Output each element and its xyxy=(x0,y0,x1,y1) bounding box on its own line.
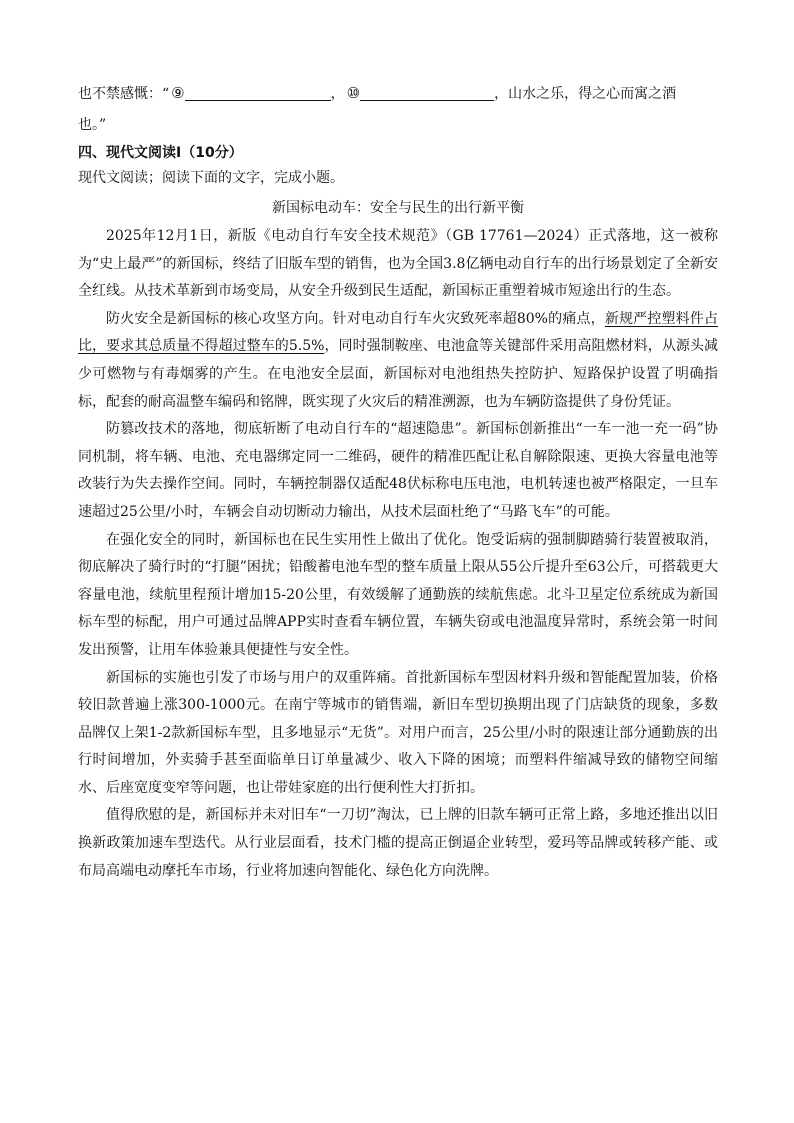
article-paragraph-3: 防篡改技术的落地，彻底斩断了电动自行车的“超速隐患”。新国标创新推出“一车一池一充一码”协同机制，将车辆、电池、充电器绑定同一二维码，硬件的精准匹配让私自解除限速、更换大容量电池等改装行为失去操作空间。同时，车辆控制器仅适配48伏标称电压电池，电机转速也被严格限定，一旦车速超过25公里/小时，车辆会自动切断动力输出，从技术层面杜绝了“马路飞车”的可能。 xyxy=(78,421,718,520)
poem-continuation: 也。” xyxy=(78,117,107,133)
blank-number-9: ⑨ xyxy=(171,84,185,102)
blank-number-10: ⑩ xyxy=(346,84,361,102)
section-instruction: 现代文阅读；阅读下面的文字，完成小题。 xyxy=(78,170,344,186)
paragraph-2-rest: ，同时强制鞍座、电池盒等关键部件采用高阻燃材料，从源头减少可燃物与有毒烟雾的产生。在电池安全层面，新国标对电池组热失控防护、短路保护设置了明确指标，配套的耐高温整车编码和铭牌，既实现了火灾后的精准溯源，也为车辆防盗提供了身份凭证。 xyxy=(78,338,718,410)
section-heading: 四、现代文阅读Ⅰ（10分） xyxy=(78,145,243,161)
underlined-sentence: 新规严控塑料件占比，要求其总质量不得超过整车的5.5% xyxy=(78,310,719,355)
article-paragraph-6: 值得欣慰的是，新国标并未对旧车“一刀切”淘汰，已上牌的旧款车辆可正常上路，多地还推出以旧换新政策加速车型迭代。从行业层面看，技术门槛的提高正倒逼企业转型，爱玛等品牌或转移产能、或布局高端电动摩托车市场，行业将加速向智能化、绿色化方向洗牌。 xyxy=(78,807,718,879)
fill-blank-9[interactable] xyxy=(185,82,331,101)
article-paragraph-1: 2025年12月1日，新版《电动自行车安全技术规范》（GB 17761—2024）正式落地，这一被称为“史上最严”的新国标，终结了旧版车型的销售，也为全国3.8亿辆电动自行车的出行场景划定了全新安全红线。从技术革新到市场变局，从安全升级到民生适配，新国标正重塑着城市短途出行的生态。 xyxy=(78,228,718,300)
document-page xyxy=(78,78,718,885)
poem-fill-line xyxy=(78,78,718,110)
paragraph-2-lead: 防火安全是新国标的核心攻坚方向。针对电动自行车火灾致死率超80%的痛点， xyxy=(106,310,605,327)
article-paragraph-2 xyxy=(78,306,718,416)
article-paragraph-5: 新国标的实施也引发了市场与用户的双重阵痛。首批新国标车型因材料升级和智能配置加装，价格较旧款普遍上涨300-1000元。在南宁等城市的销售端，新旧车型切换期出现了门店缺货的现象，多数品牌仅上架1-2款新国标车型，且多地显示“无货”。对用户而言，25公里/小时的限速让部分通勤族的出行时间增加，外卖骑手甚至面临单日订单量减少、收入下降的困境；而塑料件缩减导致的储物空间缩水、后座宽度变窄等问题，也让带娃家庭的出行便利性大打折扣。 xyxy=(78,669,718,796)
fill-blank-10[interactable] xyxy=(360,82,494,101)
article-title: 新国标电动车：安全与民生的出行新平衡 xyxy=(272,200,524,216)
poem-suffix: ，山水之乐，得之心而寓之酒 xyxy=(494,86,677,102)
article-paragraph-4: 在强化安全的同时，新国标也在民生实用性上做出了优化。饱受诟病的强制脚踏骑行装置被取消，彻底解决了骑行时的“打腿”困扰；铅酸蓄电池车型的整车质量上限从55公斤提升至63公斤，可搭载更大容量电池，续航里程预计增加15-20公里，有效缓解了通勤族的续航焦虑。北斗卫星定位系统成为新国标车型的标配，用户可通过品牌APP实时查看车辆位置，车辆失窃或电池温度异常时，系统会第一时间发出预警，让用车体验兼具便捷性与安全性。 xyxy=(78,531,718,658)
poem-separator: ， xyxy=(330,86,345,102)
poem-prefix: 也不禁感慨：“ xyxy=(78,86,170,102)
